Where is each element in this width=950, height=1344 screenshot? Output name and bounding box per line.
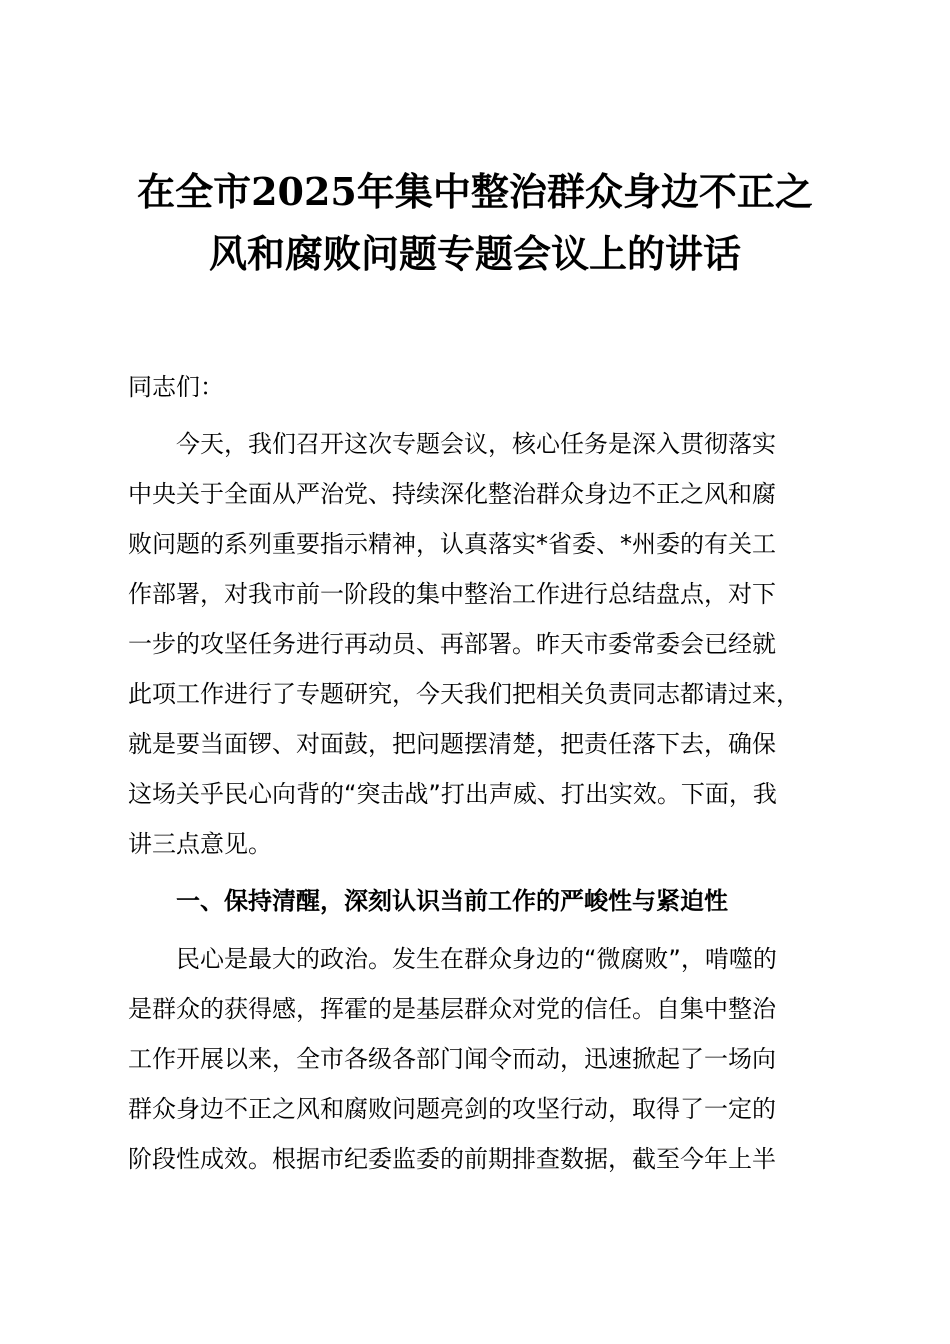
salutation: 同志们： [128, 373, 224, 401]
paragraph-1-line-2: 中央关于全面从严治党、持续深化整治群众身边不正之风和腐 [128, 480, 776, 508]
paragraph-1-line-3: 败问题的系列重要指示精神，认真落实*省委、*州委的有关工 [128, 530, 776, 558]
document-title-line-2: 风和腐败问题专题会议上的讲话 [208, 231, 741, 276]
section-heading-1: 一、保持清醒，深刻认识当前工作的严峻性与紧迫性 [128, 887, 728, 915]
paragraph-2-line-3: 工作开展以来，全市各级各部门闻令而动，迅速掀起了一场向 [128, 1045, 776, 1073]
paragraph-2-line-5: 阶段性成效。根据市纪委监委的前期排查数据，截至今年上半 [128, 1145, 776, 1173]
paragraph-1-line-6: 此项工作进行了专题研究，今天我们把相关负责同志都请过来， [128, 680, 800, 708]
paragraph-2-line-4: 群众身边不正之风和腐败问题亮剑的攻坚行动，取得了一定的 [128, 1095, 776, 1123]
document-title-line-1: 在全市2025年集中整治群众身边不正之 [137, 169, 813, 214]
paragraph-1-line-9: 讲三点意见。 [128, 830, 272, 858]
paragraph-1-line-1: 今天，我们召开这次专题会议，核心任务是深入贯彻落实 [128, 430, 776, 458]
paragraph-1-line-4: 作部署，对我市前一阶段的集中整治工作进行总结盘点，对下 [128, 580, 776, 608]
paragraph-1-line-5: 一步的攻坚任务进行再动员、再部署。昨天市委常委会已经就 [128, 630, 776, 658]
paragraph-2-line-1: 民心是最大的政治。发生在群众身边的“微腐败”，啃噬的 [128, 945, 777, 973]
paragraph-1-line-7: 就是要当面锣、对面鼓，把问题摆清楚，把责任落下去，确保 [128, 730, 776, 758]
paragraph-2-line-2: 是群众的获得感，挥霍的是基层群众对党的信任。自集中整治 [128, 995, 776, 1023]
paragraph-1-line-8: 这场关乎民心向背的“突击战”打出声威、打出实效。下面，我 [128, 780, 777, 808]
